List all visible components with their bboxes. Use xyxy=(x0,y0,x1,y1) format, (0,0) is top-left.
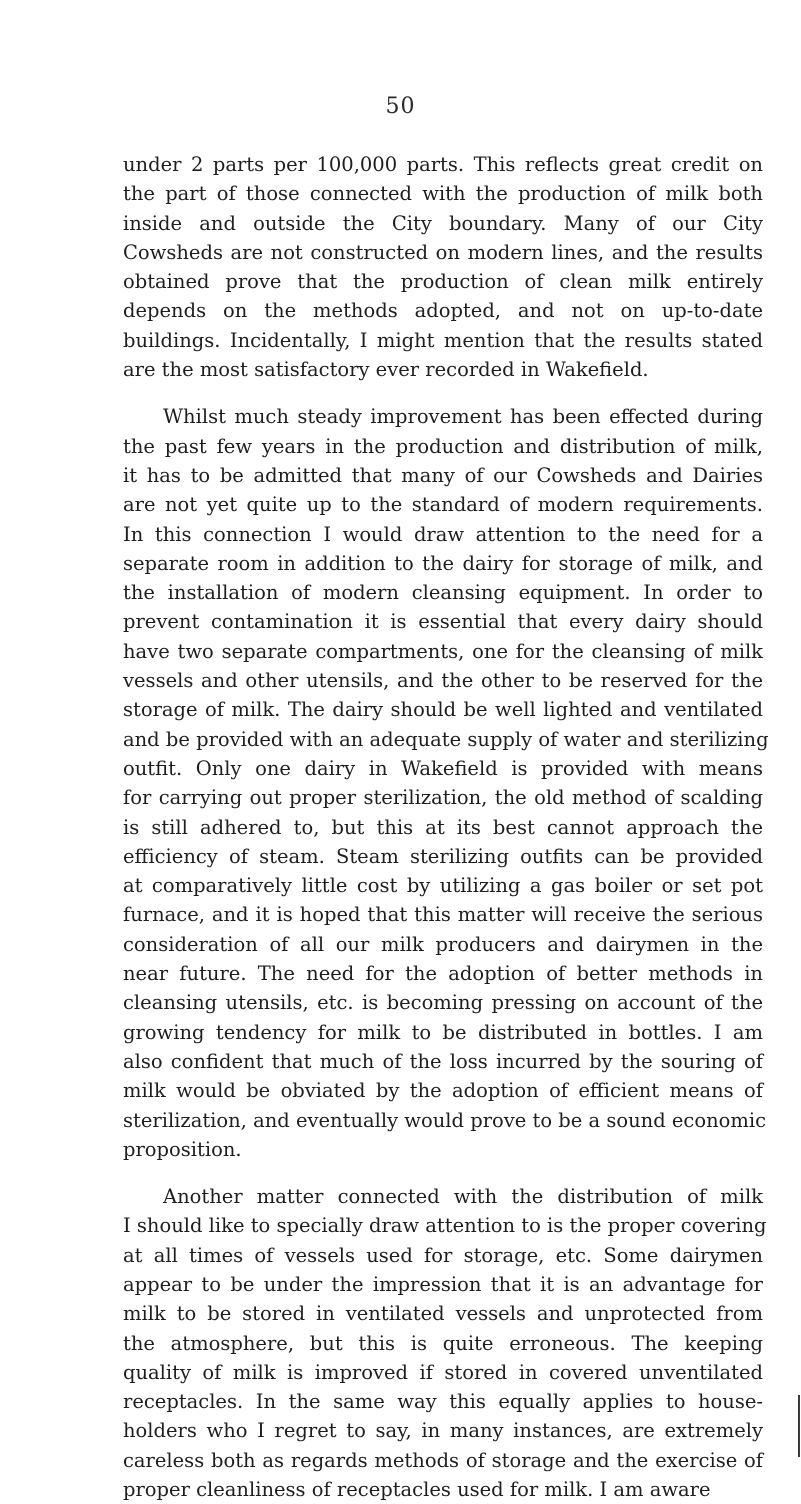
text-line: the installation of modern cleansing equipment. In order to xyxy=(123,581,763,605)
text-line: at all times of vessels used for storage, etc. Some dairymen xyxy=(123,1243,763,1267)
text-line: proper cleanliness of receptacles used for milk. I am aware xyxy=(123,1478,711,1502)
text-line: under 2 parts per 100,000 parts. This reflects great credit on xyxy=(123,153,763,176)
body-text xyxy=(123,150,769,1504)
text-line: inside and outside the City boundary. Many of our City xyxy=(123,211,763,235)
text-line: milk would be obviated by the adoption of efficient means of xyxy=(123,1079,763,1103)
text-line: are not yet quite up to the standard of modern requirements. xyxy=(123,493,763,517)
text-line: separate room in addition to the dairy for storage of milk, and xyxy=(123,551,763,575)
text-line: milk to be stored in ventilated vessels and unprotected from xyxy=(123,1302,763,1326)
paragraph-spacer xyxy=(123,384,763,402)
text-line: prevent contamination it is essential that every dairy should xyxy=(123,610,763,634)
text-line: depends on the methods adopted, and not on up-to-date xyxy=(123,299,763,323)
paragraph-1 xyxy=(123,150,763,384)
text-line: Cowsheds are not constructed on modern lines, and the results xyxy=(123,240,763,264)
text-line: is still adhered to, but this at its best cannot approach the xyxy=(123,815,763,839)
text-line: efficiency of steam. Steam sterilizing outfits can be provided xyxy=(123,844,763,868)
text-line: also confident that much of the loss incurred by the souring of xyxy=(123,1049,763,1073)
text-line: sterilization, and eventually would prove to be a sound economic xyxy=(123,1108,767,1132)
text-line: vessels and other utensils, and the other to be reserved for the xyxy=(123,669,763,693)
page-number: 50 xyxy=(385,94,416,119)
text-line: the past few years in the production and distribution of milk, xyxy=(123,434,763,458)
text-line: growing tendency for milk to be distributed in bottles. I am xyxy=(123,1020,763,1044)
text-line: outfit. Only one dairy in Wakefield is provided with means xyxy=(123,756,763,780)
paragraph-3 xyxy=(123,1182,767,1504)
text-line: and be provided with an adequate supply of water and sterilizing xyxy=(123,727,769,751)
text-line: storage of milk. The dairy should be well lighted and ventilated xyxy=(123,698,763,722)
paragraph-spacer xyxy=(123,1164,763,1182)
paragraph-2 xyxy=(123,402,769,1164)
text-line: it has to be admitted that many of our Cowsheds and Dairies xyxy=(123,463,763,487)
text-line: Whilst much steady improvement has been effected during xyxy=(163,405,763,429)
text-line: the atmosphere, but this is quite erroneous. The keeping xyxy=(123,1331,763,1355)
text-line: holders who I regret to say, in many instances, are extremely xyxy=(123,1419,763,1443)
text-line: appear to be under the impression that it is an advantage for xyxy=(123,1272,763,1296)
text-line: Another matter connected with the distribution of milk xyxy=(163,1185,763,1209)
text-line: In this connection I would draw attention to the need for a xyxy=(123,522,763,546)
text-line: cleansing utensils, etc. is becoming pressing on account of the xyxy=(123,991,763,1015)
text-line: quality of milk is improved if stored in covered unventilated xyxy=(123,1360,763,1384)
text-line: careless both as regards methods of storage and the exercise of xyxy=(123,1448,763,1472)
page-edge-mark xyxy=(798,1395,800,1457)
text-line: the part of those connected with the production of milk both xyxy=(123,182,763,206)
text-line: buildings. Incidentally, I might mention that the results stated xyxy=(123,328,763,352)
text-line: receptacles. In the same way this equally applies to house- xyxy=(123,1390,763,1414)
text-line: consideration of all our milk producers and dairymen in the xyxy=(123,932,763,956)
text-line: I should like to specially draw attention to is the proper covering xyxy=(123,1214,767,1238)
text-line: furnace, and it is hoped that this matter will receive the serious xyxy=(123,903,763,927)
text-line: at comparatively little cost by utilizing a gas boiler or set pot xyxy=(123,874,763,898)
text-line: obtained prove that the production of clean milk entirely xyxy=(123,270,763,294)
text-line: proposition. xyxy=(123,1137,242,1161)
text-line: are the most satisfactory ever recorded in Wakefield. xyxy=(123,358,649,382)
text-line: have two separate compartments, one for the cleansing of milk xyxy=(123,639,763,663)
text-line: for carrying out proper sterilization, the old method of scalding xyxy=(123,786,763,810)
text-line: near future. The need for the adoption of better methods in xyxy=(123,962,763,986)
